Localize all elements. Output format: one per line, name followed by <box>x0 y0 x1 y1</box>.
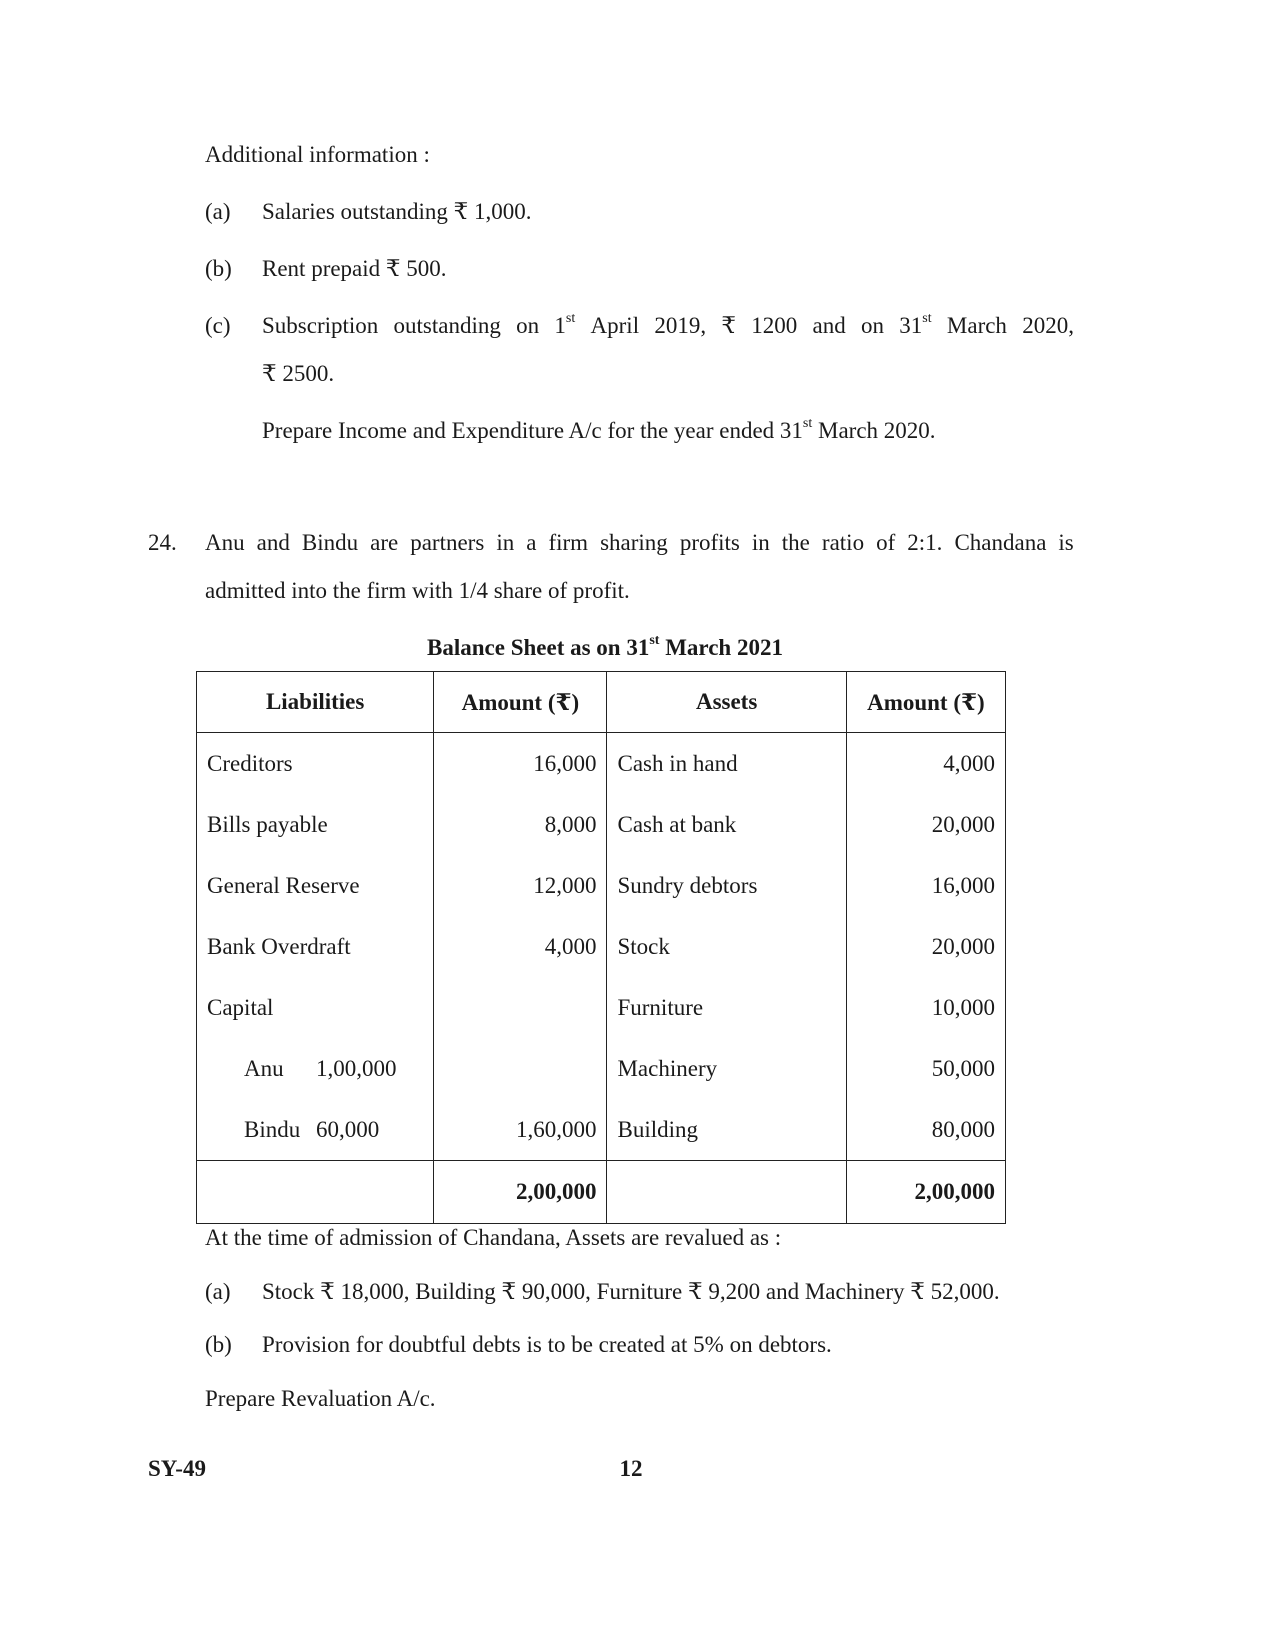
header-assets: Assets <box>607 672 846 733</box>
liability-name: Creditors <box>197 733 434 795</box>
word: and <box>256 530 290 555</box>
liability-amount <box>434 1038 607 1099</box>
reval-text-b: Provision for doubtful debts is to be created at 5% on debtors. <box>262 1332 832 1357</box>
word: partners <box>410 530 485 555</box>
prepare-revaluation-instruction: Prepare Revaluation A/c. <box>205 1386 436 1411</box>
liability-name: Bank Overdraft <box>197 916 434 977</box>
table-row <box>197 733 1006 795</box>
word: the <box>781 530 810 555</box>
prepare-ie-instruction: Prepare Income and Expenditure A/c for the year ended 31st March 2020. <box>262 416 936 443</box>
liability-amount: 1,60,000 <box>434 1099 607 1161</box>
partner-capital: 1,00,000 <box>316 1055 397 1081</box>
partner-name: Anu <box>244 1055 284 1081</box>
word: are <box>370 530 399 555</box>
balance-sheet-table <box>196 671 1006 1224</box>
word: April <box>590 313 640 338</box>
asset-amount: 16,000 <box>846 855 1005 916</box>
header-amount-liabilities: Amount (₹) <box>434 672 607 733</box>
additional-info-heading: Additional information : <box>205 142 430 167</box>
table-row <box>197 916 1006 977</box>
word: in <box>496 530 515 555</box>
word: ratio <box>821 530 865 555</box>
asset-name: Building <box>607 1099 846 1161</box>
table-row <box>197 1038 1006 1099</box>
item-text-b: Rent prepaid ₹ 500. <box>262 256 447 281</box>
reval-label-b: (b) <box>205 1332 232 1357</box>
word: firm <box>548 530 589 555</box>
asset-name: Cash in hand <box>607 733 846 795</box>
item-text-c-line1 <box>262 313 1074 339</box>
asset-amount: 20,000 <box>846 916 1005 977</box>
partner-name: Bindu <box>244 1116 301 1142</box>
item-label-a: (a) <box>205 199 231 224</box>
table-row <box>197 1099 1006 1161</box>
asset-name: Cash at bank <box>607 794 846 855</box>
question-text-line1 <box>205 530 1074 556</box>
table-row <box>197 855 1006 916</box>
capital-partner <box>197 1099 434 1161</box>
header-amount-assets: Amount (₹) <box>846 672 1005 733</box>
total-liabilities: 2,00,000 <box>434 1161 607 1224</box>
table-header-row <box>197 672 1006 733</box>
word: 1200 <box>751 313 798 338</box>
word: 2020, <box>1022 313 1074 338</box>
word: on <box>516 313 540 338</box>
item-label-b: (b) <box>205 256 232 281</box>
asset-name: Stock <box>607 916 846 977</box>
table-row <box>197 794 1006 855</box>
word-date: 1st <box>554 311 576 338</box>
total-blank-left <box>197 1161 434 1224</box>
word: Subscription <box>262 313 379 338</box>
word: on <box>861 313 885 338</box>
table-row <box>197 977 1006 1038</box>
word: a <box>526 530 537 555</box>
liability-amount: 4,000 <box>434 916 607 977</box>
page-number: 12 <box>619 1456 643 1481</box>
total-blank-right <box>607 1161 846 1224</box>
word: Bindu <box>301 530 359 555</box>
word: and <box>812 313 846 338</box>
item-label-c: (c) <box>205 313 231 338</box>
word: sharing <box>600 530 668 555</box>
table-total-row <box>197 1161 1006 1224</box>
capital-partner <box>197 1038 434 1099</box>
question-text-line2: admitted into the firm with 1/4 share of profit. <box>205 578 630 603</box>
word: 2019, <box>654 313 707 338</box>
word: is <box>1058 530 1074 555</box>
reval-label-a: (a) <box>205 1279 231 1304</box>
footer-code: SY-49 <box>148 1456 206 1481</box>
liability-name: Capital <box>197 977 434 1038</box>
item-text-a: Salaries outstanding ₹ 1,000. <box>262 199 532 224</box>
word: March <box>946 313 1007 338</box>
word: ₹ <box>721 313 737 338</box>
liability-amount: 16,000 <box>434 733 607 795</box>
asset-name: Machinery <box>607 1038 846 1099</box>
asset-amount: 80,000 <box>846 1099 1005 1161</box>
asset-name: Furniture <box>607 977 846 1038</box>
balance-sheet-title: Balance Sheet as on 31st March 2021 <box>427 633 783 660</box>
liability-amount: 8,000 <box>434 794 607 855</box>
asset-name: Sundry debtors <box>607 855 846 916</box>
word: in <box>751 530 770 555</box>
asset-amount: 10,000 <box>846 977 1005 1038</box>
liability-amount: 12,000 <box>434 855 607 916</box>
total-assets: 2,00,000 <box>846 1161 1005 1224</box>
word: 2:1. <box>907 530 943 555</box>
revaluation-intro: At the time of admission of Chandana, Assets are revalued as : <box>205 1225 782 1250</box>
liability-name: Bills payable <box>197 794 434 855</box>
word: Anu <box>205 530 245 555</box>
partner-capital: 60,000 <box>316 1116 380 1142</box>
liability-name: General Reserve <box>197 855 434 916</box>
liability-amount <box>434 977 607 1038</box>
word: profits <box>679 530 740 555</box>
question-number: 24. <box>148 530 177 555</box>
item-text-c-line2: ₹ 2500. <box>262 361 335 386</box>
asset-amount: 4,000 <box>846 733 1005 795</box>
reval-text-a: Stock ₹ 18,000, Building ₹ 90,000, Furniture ₹ 9,200 and Machinery ₹ 52,000. <box>262 1279 1000 1304</box>
word-date: 31st <box>899 311 932 338</box>
asset-amount: 20,000 <box>846 794 1005 855</box>
word: Chandana <box>954 530 1047 555</box>
asset-amount: 50,000 <box>846 1038 1005 1099</box>
word: outstanding <box>393 313 501 338</box>
header-liabilities: Liabilities <box>197 672 434 733</box>
word: of <box>876 530 896 555</box>
